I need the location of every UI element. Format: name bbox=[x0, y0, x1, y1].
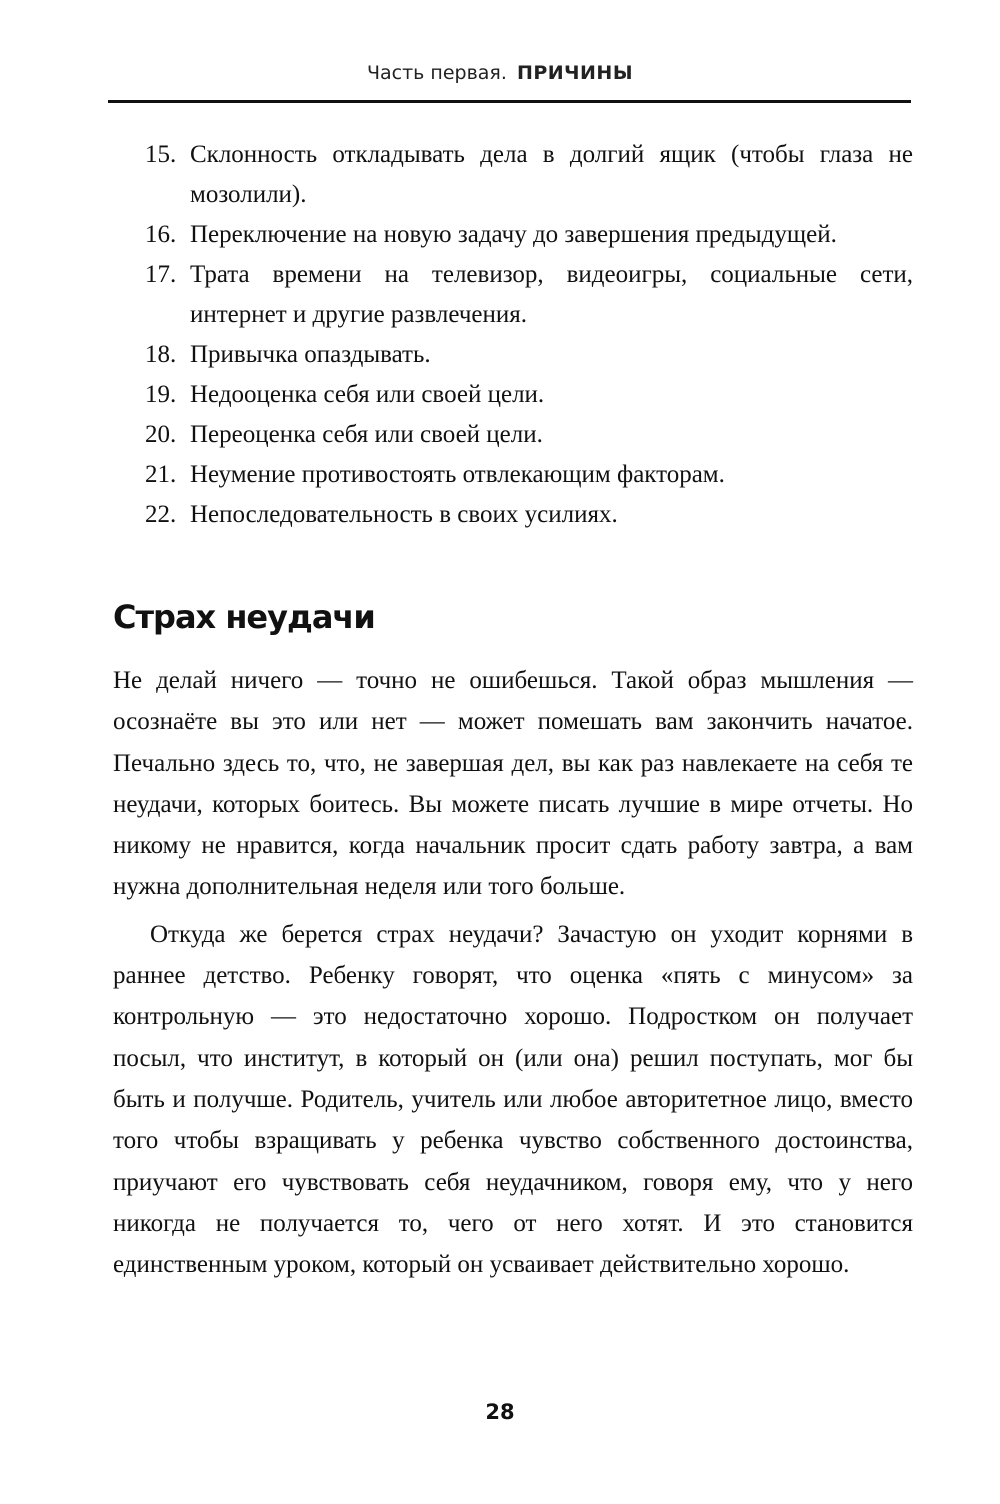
list-item-text: Переоценка себя или своей цели. bbox=[190, 421, 543, 448]
list-item bbox=[145, 255, 913, 335]
reasons-list bbox=[145, 135, 913, 535]
list-item bbox=[145, 335, 913, 375]
paragraph: Не делай ничего — точно не ошибешься. Такой образ мышления — осознаёте вы это или нет — может помешать вам закончить начатое. Печально здесь то, что, не завершая дел, вы как раз навлекаете на себя те неудачи, которых боитесь. Вы можете писать лучшие в мире отчеты. Но никому не нравится, когда начальник просит сдать работу завтра, а вам нужна дополнительная неделя или того больше. bbox=[113, 667, 913, 901]
list-item bbox=[145, 135, 913, 215]
paragraph: Откуда же берется страх неудачи? Зачастую он уходит корнями в раннее детство. Ребенку говорят, что оценка «пять с минусом» за контрольную — это недостаточно хорошо. Подростком он получает посыл, что институт, в который он (или она) решил поступать, мог бы быть и получше. Родитель, учитель или любое авторитетное лицо, вместо того чтобы взращивать у ребенка чувство собственного достоинства, приучают его чувствовать себя неудачником, говоря ему, что у него никогда не получается то, чего от него хотят. И это становится единственным уроком, который он усваивает действительно хорошо. bbox=[113, 920, 913, 1279]
list-item-number: 22. bbox=[145, 501, 177, 528]
list-item-text: Недооценка себя или своей цели. bbox=[190, 381, 545, 408]
list-item-text: Склонность откладывать дела в долгий ящик (чтобы глаза не мозолили). bbox=[190, 141, 913, 208]
list-item bbox=[145, 415, 913, 455]
running-head-title: ПРИЧИНЫ bbox=[516, 62, 634, 84]
list-item-text: Переключение на новую задачу до завершения предыдущей. bbox=[190, 221, 837, 248]
page-number: 28 bbox=[485, 1400, 515, 1424]
running-head bbox=[0, 62, 1000, 84]
list-item-number: 15. bbox=[145, 141, 177, 168]
list-item-text: Трата времени на телевизор, видеоигры, социальные сети, интернет и другие развлечения. bbox=[190, 261, 913, 328]
list-item-number: 19. bbox=[145, 381, 177, 408]
list-item-number: 17. bbox=[145, 261, 177, 288]
list-item-number: 20. bbox=[145, 421, 177, 448]
list-item-text: Непоследовательность в своих усилиях. bbox=[190, 501, 618, 528]
list-item bbox=[145, 455, 913, 495]
list-item bbox=[145, 375, 913, 415]
list-item-number: 21. bbox=[145, 461, 177, 488]
running-head-part: Часть первая. bbox=[366, 62, 507, 84]
list-item bbox=[145, 495, 913, 535]
list-item bbox=[145, 215, 913, 255]
list-item-text: Неумение противостоять отвлекающим факторам. bbox=[190, 461, 725, 488]
list-item-number: 16. bbox=[145, 221, 177, 248]
section-body bbox=[113, 660, 913, 1285]
list-item-number: 18. bbox=[145, 341, 177, 368]
section-heading: Страх неудачи bbox=[113, 598, 375, 636]
header-rule bbox=[108, 100, 911, 103]
list-item-text: Привычка опаздывать. bbox=[190, 341, 431, 368]
